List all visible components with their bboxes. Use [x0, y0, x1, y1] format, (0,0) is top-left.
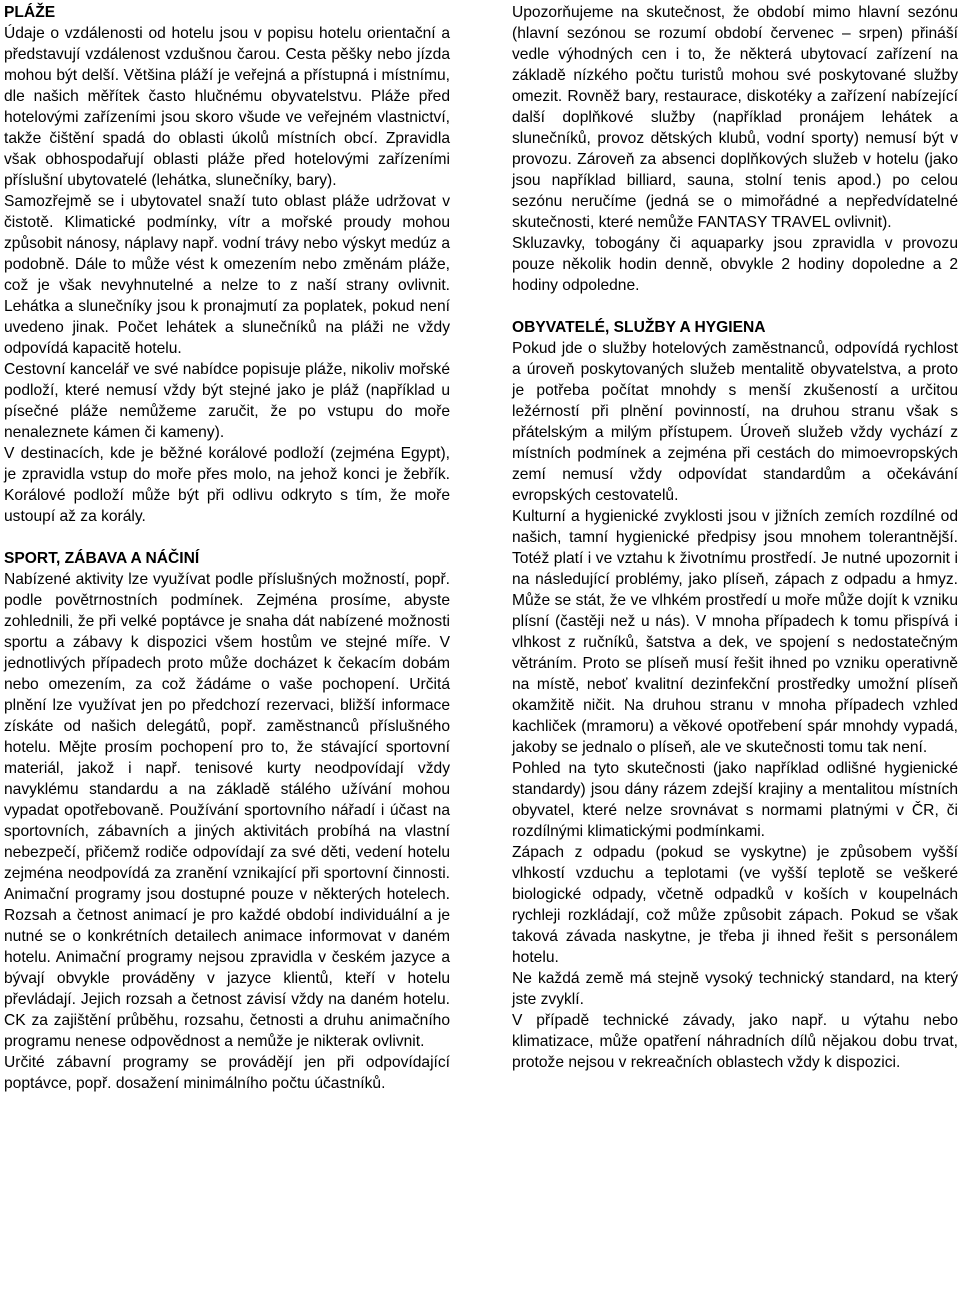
- paragraph: Skluzavky, tobogány či aquaparky jsou zpravidla v provozu pouze několik hodin denně, obvykle 2 hodiny dopoledne a 2 hodiny odpoledne.: [512, 235, 958, 294]
- paragraph: Pohled na tyto skutečnosti (jako například odlišné hygienické standardy) jsou dány rázem zdejší krajiny a mentalitou místních obyvatel, které nelze srovnávat s normami platnými v ČR, či rozdílnými klimatickými podmínkami.: [512, 760, 958, 840]
- right-column: [512, 2, 958, 1073]
- section-heading-beaches: PLÁŽE: [4, 4, 56, 21]
- paragraph: Ne každá země má stejně vysoký technický standard, na který jste zvyklí.: [512, 970, 958, 1008]
- section-heading-sport: SPORT, ZÁBAVA A NÁČINÍ: [4, 550, 200, 567]
- paragraph: Určité zábavní programy se provádějí jen při odpovídající poptávce, popř. dosažení minimálního počtu účastníků.: [4, 1054, 450, 1092]
- paragraph: Údaje o vzdálenosti od hotelu jsou v popisu hotelu orientační a představují vzdálenost vzdušnou čarou. Cesta pěšky nebo jízda mohou být delší. Většina pláží je veřejná a přístupná i místnímu, dle našich měřítek často hlučnému obyvatelstvu. Pláže před hotelovými zařízeními jsou skoro všude ve veřejném vlastnictví, takže čištění spadá do oblasti úkolů místních obcí. Zpravidla však obhospodařují oblasti pláže před hotelovými zařízeními příslušní ubytovatelé (lehátka, slunečníky, bary).: [4, 25, 450, 189]
- paragraph: Samozřejmě se i ubytovatel snaží tuto oblast pláže udržovat v čistotě. Klimatické podmínky, vítr a mořské proudy mohou způsobit nánosy, náplavy např. vodní trávy nebo výskyt medúz a podobně. Dále to může vést k omezením nebo změnám pláže, což je však nevyhnutelné a nelze to z naší strany ovlivnit. Lehátka a slunečníky jsou k pronajmutí za poplatek, pokud není uvedeno jinak. Počet lehátek a slunečníků na pláži ne vždy odpovídá kapacitě hotelu.: [4, 193, 450, 357]
- spacer: [512, 296, 958, 317]
- paragraph: Zápach z odpadu (pokud se vyskytne) je způsobem vyšší vlhkostí vzduchu a teplotami (ve vyšší teplotě se veškeré biologické odpady, včetně odpadků v koších v koupelnách rychleji rozkládají, což může způsobit zápach. Pokud se však taková závada naskytne, je třeba ji ihned řešit s personálem hotelu.: [512, 844, 958, 966]
- left-column: [4, 2, 450, 1094]
- paragraph: Nabízené aktivity lze využívat podle příslušných možností, popř. podle povětrnostních podmínek. Zejména prosíme, abyste zohlednili, že při velké poptávce je snaha dát nabízené možnosti sportu a zábavy k dispozici všem hostům ve stejné míře. V jednotlivých případech proto může docházet k čekacím dobám nebo omezením, za což žádáme o vaše pochopení. Určitá plnění lze využívat jen po předchozí rezervaci, bližší informace získáte od našich delegátů, popř. zaměstnanců příslušného hotelu. Mějte prosím pochopení pro to, že stávající sportovní materiál, jakož i např. tenisové kurty neodpovídají vždy navyklému standardu a na základě stálého užívání mohou vypadat opotřebovaně. Používání sportovního nářadí i účast na sportovních, zábavních a jiných aktivitách probíhá na vlastní nebezpečí, přičemž rodiče odpovídají za své děti, vedení hotelu zejména neodpovídá za zranění vznikající při sportovní činnosti. Animační programy jsou dostupné pouze v některých hotelech. Rozsah a četnost animací je pro každé období individuální a je nutné se o konkrétních detailech animace informovat v daném hotelu. Animační programy nejsou zpravidla v českém jazyce a bývají obvykle prováděny v jazyce klientů, kteří v hotelu převládají. Jejich rozsah a četnost závisí vždy na daném hotelu. CK za zajištění průběhu, rozsahu, četnosti a druhu animačního programu nenese odpovědnost a nemůže je nikterak ovlivnit.: [4, 571, 450, 1050]
- paragraph: Pokud jde o služby hotelových zaměstnanců, odpovídá rychlost a úroveň poskytovaných služeb mentalitě obyvatelstva, a proto je potřeba počítat mnohdy s menší zkušeností a určitou ležérností při plnění povinností, na druhou stranu však s přátelským a milým přístupem. Úroveň služeb vždy vychází z místních podmínek a zejména při cestách do mimoevropských zemí nemusí vždy odpovídat standardům a očekávání evropských cestovatelů.: [512, 340, 958, 504]
- paragraph: Cestovní kancelář ve své nabídce popisuje pláže, nikoliv mořské podloží, které nemusí vždy být stejné jako je pláž (například u písečné pláže nemůžeme zaručit, že po vstupu do moře nenaleznete kámen či kameny).: [4, 361, 450, 441]
- paragraph: V případě technické závady, jako např. u výtahu nebo klimatizace, může opatření náhradních dílů nějakou dobu trvat, protože nejsou v rekreačních oblastech vždy k dispozici.: [512, 1012, 958, 1071]
- section-heading-residents: OBYVATELÉ, SLUŽBY A HYGIENA: [512, 319, 766, 336]
- spacer: [4, 527, 450, 548]
- paragraph: Upozorňujeme na skutečnost, že období mimo hlavní sezónu (hlavní sezónou se rozumí období červenec – srpen) přináší vedle výhodných cen i to, že některá ubytovací zařízení na základě nízkého počtu turistů mohou své poskytované služby omezit. Rovněž bary, restaurace, diskotéky a zařízení nabízející další doplňkové služby (například pronájem lehátek a slunečníků, provoz dětských klubů, vodní sporty) nemusí být v provozu. Zároveň za absenci doplňkových služeb v hotelu (jako jsou například billiard, sauna, stolní tenis apod.) po celou sezónu neručíme (jedná se o mimořádné a nepředvídatelné skutečnosti, které nemůže FANTASY TRAVEL ovlivnit).: [512, 4, 958, 231]
- paragraph: Kulturní a hygienické zvyklosti jsou v jižních zemích rozdílné od našich, tamní hygienické předpisy jsou mnohem tolerantnější. Totéž platí i ve vztahu k životnímu prostředí. Je nutné upozornit i na následující problémy, jako plíseň, zápach z odpadu a hmyz. Může se stát, že ve vlhkém prostředí u moře může dojít k vzniku plísní (častěji než u nás). V mnoha případech k tomu přispívá i vlhkost z ručníků, šatstva a dek, ve spojení s nedostatečným větráním. Proto se plíseň musí řešit ihned po vzniku operativně na místě, neboť kvalitní dezinfekční prostředky umožní plíseň okamžitě ničit. Na druhou stranu v mnoha případech vzhled kachliček (mramoru) a věkové opotřebení spár mnohdy vypadá, jakoby se jednalo o plíseň, ale ve skutečnosti tomu tak není.: [512, 508, 958, 756]
- paragraph: V destinacích, kde je běžné korálové podloží (zejména Egypt), je zpravidla vstup do moře přes molo, na jehož konci je žebřík. Korálové podloží může být při odlivu odkryto s tím, že moře ustoupí až za korály.: [4, 445, 450, 525]
